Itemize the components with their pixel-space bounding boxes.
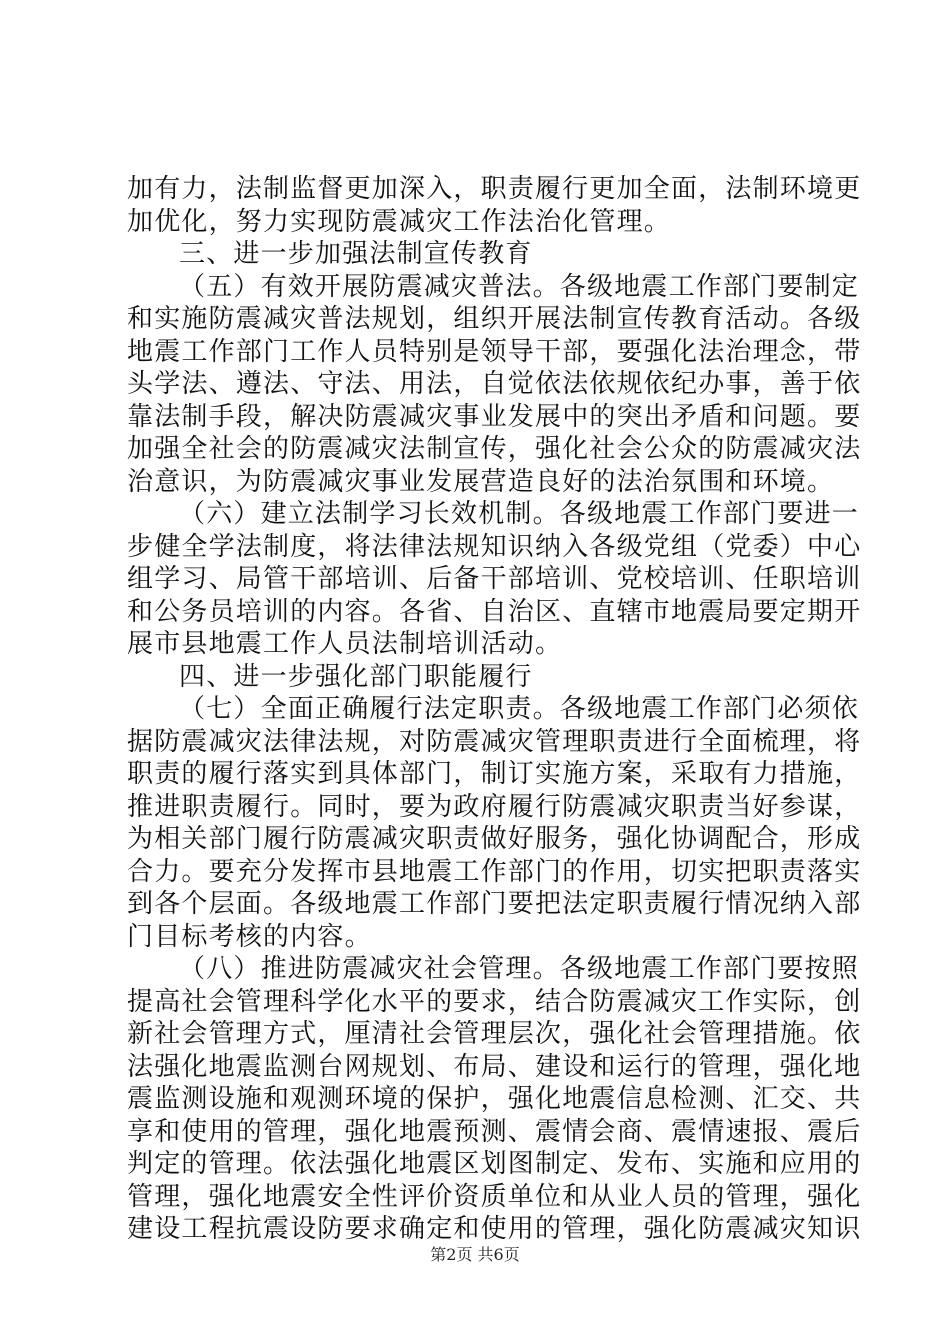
text-line: 提高社会管理科学化水平的要求，结合防震减灾工作实际，创 [127,986,862,1017]
text-line: 震监测设施和观测环境的保护，强化地震信息检测、汇交、共 [127,1084,862,1114]
paragraph-start: （五）有效开展防震减灾普法。各级地震工作部门要制定 [179,271,860,302]
text-line: 为相关部门履行防震减灾职责做好服务，强化协调配合，形成 [127,824,862,854]
text-line: 法强化地震监测台网规划、布局、建设和运行的管理，强化地 [127,1051,862,1082]
text-line: 步健全学法制度，将法律法规知识纳入各级党组（党委）中心 [127,531,862,562]
text-line: 职责的履行落实到具体部门，制订实施方案，采取有力措施， [127,759,862,789]
text-line: 建设工程抗震设防要求确定和使用的管理，强化防震减灾知识 [127,1214,862,1244]
text-line: 展市县地震工作人员法制培训活动。 [127,629,563,659]
paragraph-start: （八）推进防震减灾社会管理。各级地震工作部门要按照 [179,954,860,984]
text-line: 头学法、遵法、守法、用法，自觉依法依规依纪办事，善于依 [127,369,862,399]
text-line: 靠法制手段，解决防震减灾事业发展中的突出矛盾和问题。要 [127,401,862,432]
text-line: 加优化，努力实现防震减灾工作法治化管理。 [127,206,672,237]
text-line: 加强全社会的防震减灾法制宣传，强化社会公众的防震减灾法 [127,434,862,464]
text-line: 和公务员培训的内容。各省、自治区、直辖市地震局要定期开 [127,596,862,627]
paragraph-start: （七）全面正确履行法定职责。各级地震工作部门必须依 [179,694,860,724]
body-text [127,173,862,1246]
text-line: 新社会管理方式，厘清社会管理层次，强化社会管理措施。依 [127,1019,862,1049]
text-line: 门目标考核的内容。 [127,921,372,952]
section-heading: 三、进一步加强法制宣传教育 [179,239,533,269]
text-line: 到各个层面。各级地震工作部门要把法定职责履行情况纳入部 [127,889,862,919]
paragraph-start: （六）建立法制学习长效机制。各级地震工作部门要进一 [179,499,860,529]
text-line: 享和使用的管理，强化地震预测、震情会商、震情速报、震后 [127,1116,862,1147]
text-line: 合力。要充分发挥市县地震工作部门的作用，切实把职责落实 [127,856,862,887]
text-line: 加有力，法制监督更加深入，职责履行更加全面，法制环境更 [127,174,862,204]
text-line: 推进职责履行。同时，要为政府履行防震减灾职责当好参谋， [127,791,862,822]
text-line: 组学习、局管干部培训、后备干部培训、党校培训、任职培训 [127,564,862,594]
page-footer: 第2页 共6页 [430,1245,520,1264]
text-line: 治意识，为防震减灾事业发展营造良好的法治氛围和环境。 [127,466,835,497]
text-line: 和实施防震减灾普法规划，组织开展法制宣传教育活动。各级 [127,304,862,334]
text-line: 据防震减灾法律法规，对防震减灾管理职责进行全面梳理，将 [127,726,862,757]
text-line: 判定的管理。依法强化地震区划图制定、发布、实施和应用的 [127,1149,862,1179]
text-line: 地震工作部门工作人员特别是领导干部，要强化法治理念，带 [127,336,862,367]
text-line: 管理，强化地震安全性评价资质单位和从业人员的管理，强化 [127,1181,862,1212]
section-heading: 四、进一步强化部门职能履行 [179,661,533,692]
